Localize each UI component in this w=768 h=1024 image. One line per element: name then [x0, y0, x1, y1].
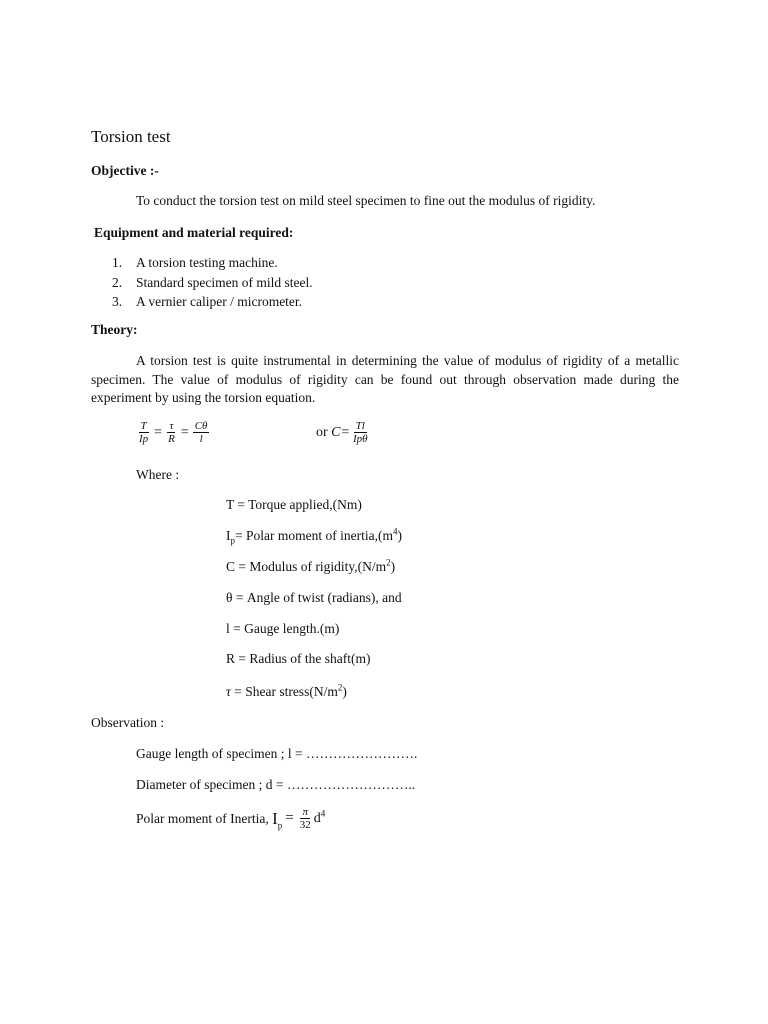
objective-heading: Objective :-: [91, 163, 159, 178]
equipment-list: [112, 253, 313, 312]
fraction-tl-iptheta: $\frac{Tl}{\text{Ipθ}}$: [352, 420, 368, 445]
fraction-t-ip: $\frac{T}{Ip}$: [139, 420, 149, 445]
def-modulus: C = Modulus of $rigidity,(N/m^2)$: [226, 557, 396, 574]
theory-heading: Theory:: [91, 322, 138, 337]
def-torque: T = Torque applied,(Nm): [226, 497, 362, 512]
where-label: Where :: [136, 467, 180, 482]
def-radius: R = Radius of the shaft(m): [226, 651, 371, 666]
equipment-heading: Equipment and material required:: [94, 225, 294, 240]
def-shear-stress: τ = Shear $stress(N/m^2)$: [226, 682, 347, 699]
fraction-tau-r: $\frac{\tau}{R}$: [168, 420, 175, 445]
theory-paragraph: A torsion test is quite instrumental in determining the value of modulus of rigidity of a metallic specimen. The value of modulus of rigidity can be found out through observation made during the experiment by using the torsion equation.: [91, 353, 679, 405]
def-angle-twist: θ = Angle of twist (radians), and: [226, 590, 402, 605]
torsion-equation: $\frac{T}{Ip}$ = $\frac{\tau}{R}$ = $\frac{C\theta}{l}$: [139, 420, 208, 445]
def-gauge-length: l = Gauge length.(m): [226, 621, 340, 636]
list-item: 1. A torsion testing machine.: [112, 255, 278, 270]
list-item: 3. A vernier caliper / micrometer.: [112, 294, 303, 309]
list-item: 2. Standard specimen of mild steel.: [112, 274, 313, 290]
obs-gauge-length: Gauge length of specimen ; l = …………………….: [136, 746, 418, 761]
observation-heading: Observation :: [91, 715, 165, 730]
obs-polar-moment: Polar moment of Inertia, $I_p$ = $\frac{\pi}{32}$ $d^4$: [136, 806, 326, 831]
def-polar-moment: $I_p=$ Polar moment of $inertia,(m^4)$: [226, 526, 402, 546]
obs-diameter: Diameter of specimen ; d = ………………………..: [136, 777, 416, 792]
fraction-pi-32: $\frac{\pi}{32}$: [299, 806, 311, 831]
objective-text: To conduct the torsion test on mild steel specimen to fine out the modulus of rigidity.: [136, 193, 596, 208]
rigidity-equation: or C= $\frac{Tl}{\text{Ipθ}}$: [316, 420, 368, 445]
page-title: Torsion test: [91, 127, 171, 146]
fraction-ctheta-l: $\frac{C\theta}{l}$: [194, 420, 208, 445]
